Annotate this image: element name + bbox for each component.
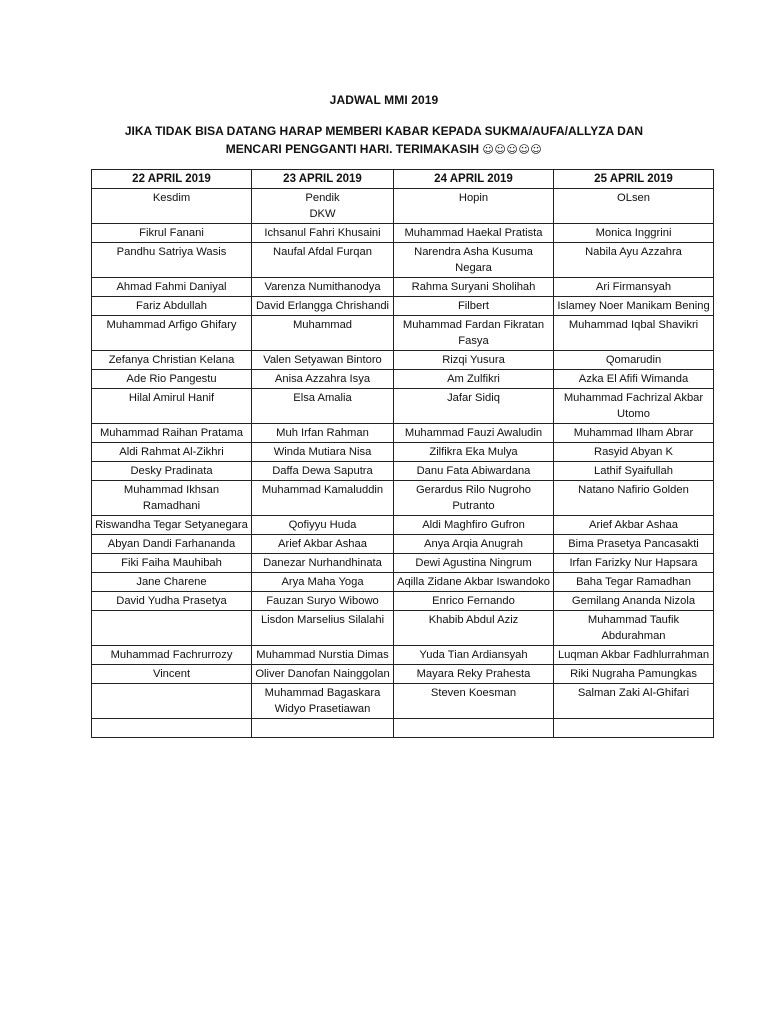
table-cell: Oliver Danofan Nainggolan bbox=[252, 665, 394, 684]
table-cell: Rizqi Yusura bbox=[394, 351, 554, 370]
table-row bbox=[92, 389, 714, 424]
table-row bbox=[92, 351, 714, 370]
table-cell: Riki Nugraha Pamungkas bbox=[554, 665, 714, 684]
table-cell: Fiki Faiha Mauhibah bbox=[92, 554, 252, 573]
table-row bbox=[92, 316, 714, 351]
table-cell: Fariz Abdullah bbox=[92, 297, 252, 316]
table-cell: Arya Maha Yoga bbox=[252, 573, 394, 592]
table-cell: Fikrul Fanani bbox=[92, 224, 252, 243]
table-cell: David Yudha Prasetya bbox=[92, 592, 252, 611]
table-row bbox=[92, 719, 714, 738]
table-row bbox=[92, 684, 714, 719]
table-cell: Mayara Reky Prahesta bbox=[394, 665, 554, 684]
table-cell: Filbert bbox=[394, 297, 554, 316]
table-cell: Vincent bbox=[92, 665, 252, 684]
table-cell bbox=[92, 611, 252, 646]
table-cell: Luqman Akbar Fadhlurrahman bbox=[554, 646, 714, 665]
table-cell: Azka El Afifi Wimanda bbox=[554, 370, 714, 389]
table-cell: Baha Tegar Ramadhan bbox=[554, 573, 714, 592]
table-cell: Lathif Syaifullah bbox=[554, 462, 714, 481]
table-cell: Aqilla Zidane Akbar Iswandoko bbox=[394, 573, 554, 592]
table-cell: Danu Fata Abiwardana bbox=[394, 462, 554, 481]
table-cell: Qofiyyu Huda bbox=[252, 516, 394, 535]
table-row bbox=[92, 278, 714, 297]
table-cell: Muhammad Kamaluddin bbox=[252, 481, 394, 516]
table-cell: Muhammad Nurstia Dimas bbox=[252, 646, 394, 665]
table-cell: Muhammad bbox=[252, 316, 394, 351]
table-cell: Ari Firmansyah bbox=[554, 278, 714, 297]
table-row bbox=[92, 535, 714, 554]
table-cell: Muhammad Iqbal Shavikri bbox=[554, 316, 714, 351]
table-cell: Muhammad Ikhsan Ramadhani bbox=[92, 481, 252, 516]
table-cell: Muhammad Raihan Pratama bbox=[92, 424, 252, 443]
table-cell: Narendra Asha Kusuma Negara bbox=[394, 243, 554, 278]
header-cell: 22 APRIL 2019 bbox=[92, 170, 252, 189]
table-cell: Monica Inggrini bbox=[554, 224, 714, 243]
table-cell: Pendik DKW bbox=[252, 189, 394, 224]
table-row bbox=[92, 297, 714, 316]
table-cell: Muhammad Arfigo Ghifary bbox=[92, 316, 252, 351]
table-cell: Irfan Farizky Nur Hapsara bbox=[554, 554, 714, 573]
table-cell: Fauzan Suryo Wibowo bbox=[252, 592, 394, 611]
table-cell: Zefanya Christian Kelana bbox=[92, 351, 252, 370]
table-row bbox=[92, 573, 714, 592]
document-title: JADWAL MMI 2019 bbox=[329, 93, 439, 107]
table-cell: Muhammad Fauzi Awaludin bbox=[394, 424, 554, 443]
table-cell: David Erlangga Chrishandi bbox=[252, 297, 394, 316]
table-cell: Natano Nafirio Golden bbox=[554, 481, 714, 516]
notice-message: JIKA TIDAK BISA DATANG HARAP MEMBERI KABAR KEPADA SUKMA/AUFA/ALLYZA DAN MENCARI PENGGANTI HARI. TERIMAKASIH bbox=[124, 124, 644, 156]
header-cell: 24 APRIL 2019 bbox=[394, 170, 554, 189]
table-cell: Pandhu Satriya Wasis bbox=[92, 243, 252, 278]
table-cell: Muhammad Bagaskara Widyo Prasetiawan bbox=[252, 684, 394, 719]
table-cell: Aldi Maghfiro Gufron bbox=[394, 516, 554, 535]
table-cell: Danezar Nurhandhinata bbox=[252, 554, 394, 573]
table-row bbox=[92, 224, 714, 243]
table-row bbox=[92, 243, 714, 278]
table-cell bbox=[554, 719, 714, 738]
table-row bbox=[92, 481, 714, 516]
table-cell: Winda Mutiara Nisa bbox=[252, 443, 394, 462]
table-cell: Arief Akbar Ashaa bbox=[554, 516, 714, 535]
table-cell: Ahmad Fahmi Daniyal bbox=[92, 278, 252, 297]
header-cell: 23 APRIL 2019 bbox=[252, 170, 394, 189]
table-cell: Gemilang Ananda Nizola bbox=[554, 592, 714, 611]
table-row bbox=[92, 462, 714, 481]
table-cell: Enrico Fernando bbox=[394, 592, 554, 611]
table-cell: Jane Charene bbox=[92, 573, 252, 592]
table-cell: Rahma Suryani Sholihah bbox=[394, 278, 554, 297]
table-row bbox=[92, 592, 714, 611]
table-cell: Yuda Tian Ardiansyah bbox=[394, 646, 554, 665]
table-cell: Hopin bbox=[394, 189, 554, 224]
table-header-row bbox=[92, 170, 714, 189]
table-cell bbox=[92, 719, 252, 738]
table-row bbox=[92, 646, 714, 665]
table-cell: Muhammad Haekal Pratista bbox=[394, 224, 554, 243]
table-cell: Rasyid Abyan K bbox=[554, 443, 714, 462]
table-row bbox=[92, 443, 714, 462]
table-cell: OLsen bbox=[554, 189, 714, 224]
table-cell: Muhammad Fachrurrozy bbox=[92, 646, 252, 665]
table-cell: Arief Akbar Ashaa bbox=[252, 535, 394, 554]
table-cell: Lisdon Marselius Silalahi bbox=[252, 611, 394, 646]
table-cell: Ade Rio Pangestu bbox=[92, 370, 252, 389]
table-cell: Varenza Numithanodya bbox=[252, 278, 394, 297]
table-cell: Muh Irfan Rahman bbox=[252, 424, 394, 443]
table-cell: Kesdim bbox=[92, 189, 252, 224]
table-cell: Gerardus Rilo Nugroho Putranto bbox=[394, 481, 554, 516]
table-cell bbox=[394, 719, 554, 738]
table-cell: Desky Pradinata bbox=[92, 462, 252, 481]
table-cell: Am Zulfikri bbox=[394, 370, 554, 389]
table-cell: Muhammad Taufik Abdurahman bbox=[554, 611, 714, 646]
table-cell: Dewi Agustina Ningrum bbox=[394, 554, 554, 573]
table-cell: Muhammad Ilham Abrar bbox=[554, 424, 714, 443]
table-row bbox=[92, 516, 714, 535]
schedule-body bbox=[92, 189, 714, 738]
table-cell: Jafar Sidiq bbox=[394, 389, 554, 424]
table-row bbox=[92, 189, 714, 224]
table-cell: Nabila Ayu Azzahra bbox=[554, 243, 714, 278]
table-row bbox=[92, 370, 714, 389]
table-row bbox=[92, 665, 714, 684]
table-cell bbox=[252, 719, 394, 738]
table-cell: Khabib Abdul Aziz bbox=[394, 611, 554, 646]
table-cell: Ichsanul Fahri Khusaini bbox=[252, 224, 394, 243]
table-cell: Qomarudin bbox=[554, 351, 714, 370]
table-row bbox=[92, 424, 714, 443]
table-cell: Zilfikra Eka Mulya bbox=[394, 443, 554, 462]
table-cell: Daffa Dewa Saputra bbox=[252, 462, 394, 481]
table-cell: Hilal Amirul Hanif bbox=[92, 389, 252, 424]
table-cell: Aldi Rahmat Al-Zikhri bbox=[92, 443, 252, 462]
table-cell: Muhammad Fachrizal Akbar Utomo bbox=[554, 389, 714, 424]
table-cell: Abyan Dandi Farhananda bbox=[92, 535, 252, 554]
table-cell: Anisa Azzahra Isya bbox=[252, 370, 394, 389]
header-cell: 25 APRIL 2019 bbox=[554, 170, 714, 189]
table-cell: Muhammad Fardan Fikratan Fasya bbox=[394, 316, 554, 351]
table-cell: Riswandha Tegar Setyanegara bbox=[92, 516, 252, 535]
table-cell: Elsa Amalia bbox=[252, 389, 394, 424]
table-row bbox=[92, 554, 714, 573]
table-cell: Anya Arqia Anugrah bbox=[394, 535, 554, 554]
table-cell: Valen Setyawan Bintoro bbox=[252, 351, 394, 370]
table-cell: Naufal Afdal Furqan bbox=[252, 243, 394, 278]
table-cell: Salman Zaki Al-Ghifari bbox=[554, 684, 714, 719]
table-cell: Islamey Noer Manikam Bening bbox=[554, 297, 714, 316]
table-row bbox=[92, 611, 714, 646]
table-cell: Steven Koesman bbox=[394, 684, 554, 719]
smiley-emoji-icons: ☺☺☺☺☺ bbox=[482, 143, 543, 156]
table-cell: Bima Prasetya Pancasakti bbox=[554, 535, 714, 554]
schedule-table bbox=[91, 169, 714, 738]
notice-text bbox=[96, 122, 672, 159]
table-cell bbox=[92, 684, 252, 719]
